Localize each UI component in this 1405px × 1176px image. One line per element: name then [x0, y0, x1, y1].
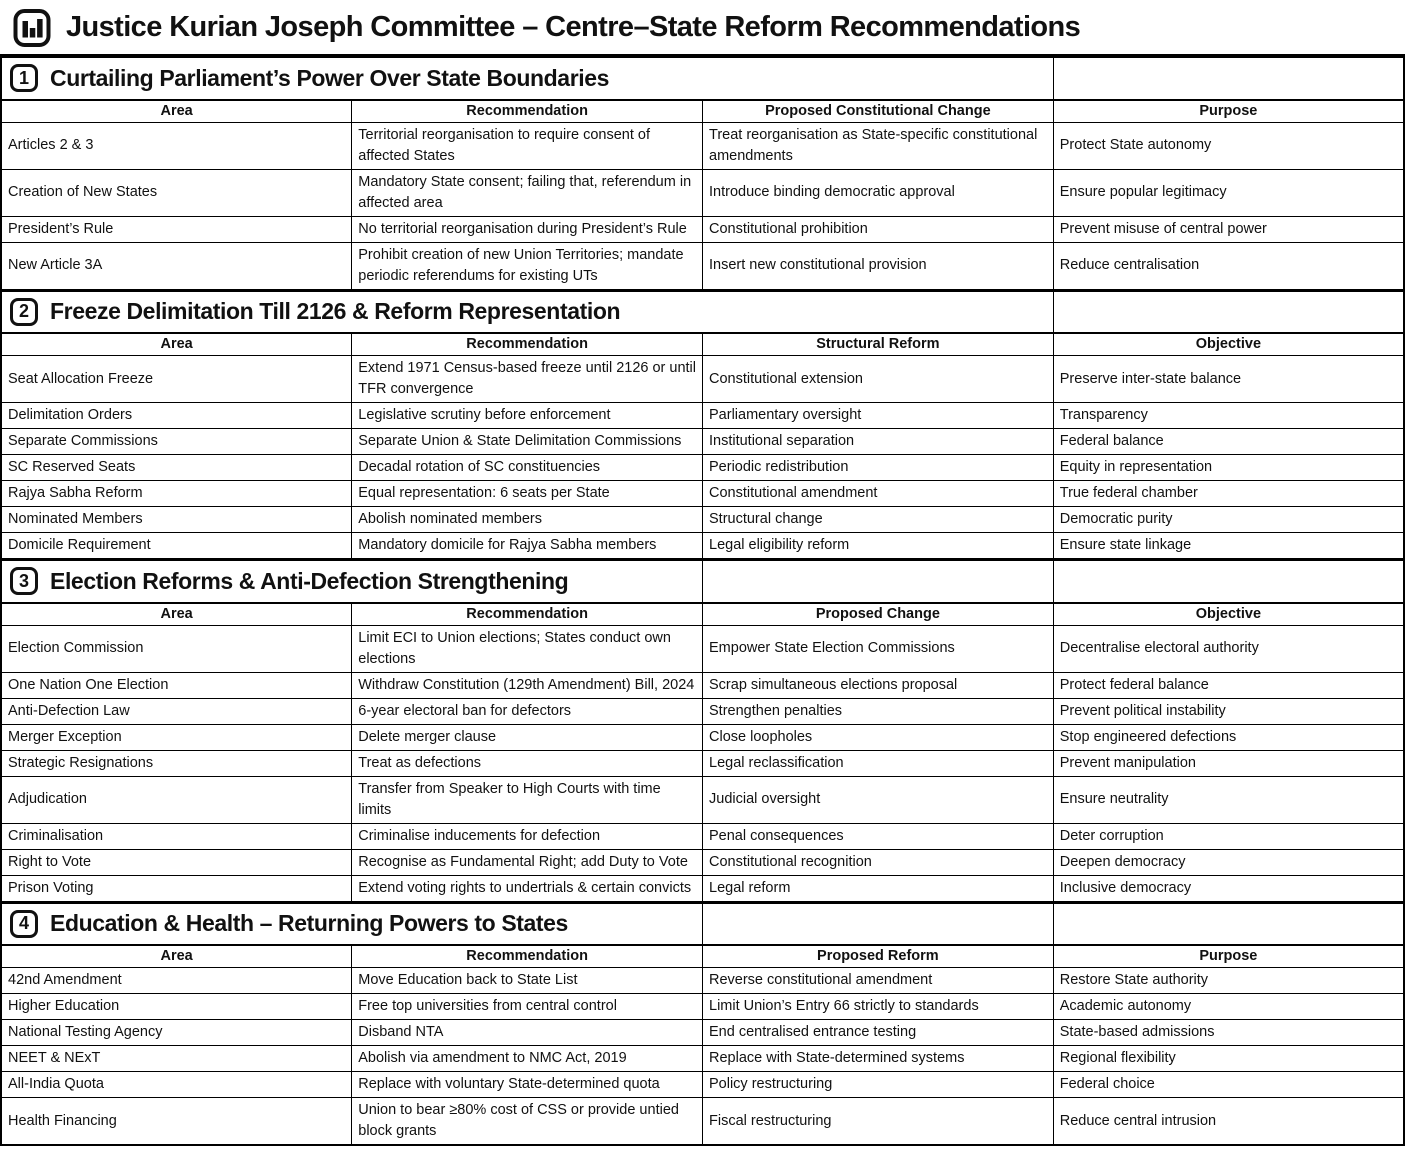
table-row: [1, 169, 1404, 216]
table-cell: Reverse constitutional amendment: [703, 968, 1054, 994]
table-cell: Delete merger clause: [352, 724, 703, 750]
column-header: Area: [1, 603, 352, 626]
table-cell: Preserve inter-state balance: [1053, 356, 1404, 403]
section-heading-empty-cell: [703, 903, 1054, 945]
table-cell: Disband NTA: [352, 1020, 703, 1046]
table-row: [1, 1046, 1404, 1072]
table-cell: Replace with State-determined systems: [703, 1046, 1054, 1072]
section-heading-empty-cell: [703, 561, 1054, 603]
table-cell: Democratic purity: [1053, 507, 1404, 533]
table-cell: Constitutional amendment: [703, 481, 1054, 507]
section-heading-row: [1, 291, 1404, 333]
table-cell: Criminalisation: [1, 823, 352, 849]
column-header: Area: [1, 100, 352, 123]
section-table: [0, 57, 1405, 291]
table-cell: National Testing Agency: [1, 1020, 352, 1046]
table-row: [1, 724, 1404, 750]
table-cell: Protect federal balance: [1053, 672, 1404, 698]
table-cell: One Nation One Election: [1, 672, 352, 698]
section-title: Education & Health – Returning Powers to States: [50, 910, 568, 937]
column-header: Proposed Constitutional Change: [703, 100, 1054, 123]
table-cell: Parliamentary oversight: [703, 403, 1054, 429]
table-cell: NEET & NExT: [1, 1046, 352, 1072]
section-heading-row: [1, 561, 1404, 603]
column-header: Recommendation: [352, 945, 703, 968]
table-row: [1, 122, 1404, 169]
table-cell: Territorial reorganisation to require consent of affected States: [352, 122, 703, 169]
section-heading-row: [1, 58, 1404, 100]
table-cell: All-India Quota: [1, 1072, 352, 1098]
table-cell: Inclusive democracy: [1053, 875, 1404, 902]
table-cell: Fiscal restructuring: [703, 1098, 1054, 1146]
table-cell: Health Financing: [1, 1098, 352, 1146]
table-row: [1, 429, 1404, 455]
column-header: Objective: [1053, 603, 1404, 626]
table-cell: Merger Exception: [1, 724, 352, 750]
section-heading-cell: [1, 291, 1053, 333]
table-cell: Separate Union & State Delimitation Commissions: [352, 429, 703, 455]
table-cell: Transparency: [1053, 403, 1404, 429]
section-heading-cell: [1, 561, 703, 603]
section-heading-empty-cell: [1053, 291, 1404, 333]
table-cell: Deepen democracy: [1053, 849, 1404, 875]
table-cell: Withdraw Constitution (129th Amendment) Bill, 2024: [352, 672, 703, 698]
table-cell: No territorial reorganisation during President’s Rule: [352, 216, 703, 242]
table-cell: Mandatory domicile for Rajya Sabha members: [352, 533, 703, 560]
table-row: [1, 1072, 1404, 1098]
table-cell: Nominated Members: [1, 507, 352, 533]
table-cell: SC Reserved Seats: [1, 455, 352, 481]
table-cell: Articles 2 & 3: [1, 122, 352, 169]
column-header-row: [1, 603, 1404, 626]
column-header-row: [1, 100, 1404, 123]
section-table: [0, 903, 1405, 1147]
table-cell: Equity in representation: [1053, 455, 1404, 481]
table-cell: Federal balance: [1053, 429, 1404, 455]
section-heading-cell: [1, 58, 1053, 100]
table-cell: Ensure popular legitimacy: [1053, 169, 1404, 216]
table-cell: Rajya Sabha Reform: [1, 481, 352, 507]
table-cell: Legal reclassification: [703, 750, 1054, 776]
table-cell: Abolish via amendment to NMC Act, 2019: [352, 1046, 703, 1072]
column-header: Proposed Reform: [703, 945, 1054, 968]
table-cell: Seat Allocation Freeze: [1, 356, 352, 403]
table-cell: Limit Union’s Entry 66 strictly to standards: [703, 994, 1054, 1020]
table-cell: Separate Commissions: [1, 429, 352, 455]
table-cell: Prevent political instability: [1053, 698, 1404, 724]
column-header: Area: [1, 333, 352, 356]
table-row: [1, 776, 1404, 823]
table-cell: Periodic redistribution: [703, 455, 1054, 481]
section-table: [0, 560, 1405, 903]
table-cell: Protect State autonomy: [1053, 122, 1404, 169]
table-cell: Ensure state linkage: [1053, 533, 1404, 560]
table-cell: 6-year electoral ban for defectors: [352, 698, 703, 724]
table-cell: Treat reorganisation as State-specific constitutional amendments: [703, 122, 1054, 169]
section-title: Election Reforms & Anti-Defection Strengthening: [50, 567, 569, 594]
table-cell: True federal chamber: [1053, 481, 1404, 507]
section-table: [0, 291, 1405, 561]
section-title: Freeze Delimitation Till 2126 & Reform Representation: [50, 298, 621, 325]
table-cell: End centralised entrance testing: [703, 1020, 1054, 1046]
table-row: [1, 823, 1404, 849]
section-number-badge: 3: [10, 567, 38, 595]
column-header-row: [1, 333, 1404, 356]
table-cell: Extend 1971 Census-based freeze until 2126 or until TFR convergence: [352, 356, 703, 403]
table-cell: Policy restructuring: [703, 1072, 1054, 1098]
column-header: Purpose: [1053, 100, 1404, 123]
table-cell: Transfer from Speaker to High Courts with time limits: [352, 776, 703, 823]
table-cell: Prohibit creation of new Union Territories; mandate periodic referendums for existing UTs: [352, 242, 703, 290]
table-cell: Insert new constitutional provision: [703, 242, 1054, 290]
section-heading-empty-cell: [1053, 903, 1404, 945]
table-cell: Criminalise inducements for defection: [352, 823, 703, 849]
table-cell: Close loopholes: [703, 724, 1054, 750]
table-cell: Reduce central intrusion: [1053, 1098, 1404, 1146]
table-cell: Structural change: [703, 507, 1054, 533]
table-cell: Recognise as Fundamental Right; add Duty to Vote: [352, 849, 703, 875]
table-cell: Domicile Requirement: [1, 533, 352, 560]
table-row: [1, 216, 1404, 242]
table-cell: Delimitation Orders: [1, 403, 352, 429]
table-cell: 42nd Amendment: [1, 968, 352, 994]
table-row: [1, 356, 1404, 403]
table-row: [1, 968, 1404, 994]
table-row: [1, 750, 1404, 776]
section-number-badge: 4: [10, 910, 38, 938]
table-cell: Treat as defections: [352, 750, 703, 776]
table-cell: Extend voting rights to undertrials & certain convicts: [352, 875, 703, 902]
table-cell: Creation of New States: [1, 169, 352, 216]
table-cell: Legislative scrutiny before enforcement: [352, 403, 703, 429]
page-title: Justice Kurian Joseph Committee – Centre–State Reform Recommendations: [66, 11, 1081, 43]
table-cell: Anti-Defection Law: [1, 698, 352, 724]
column-header: Proposed Change: [703, 603, 1054, 626]
table-cell: Move Education back to State List: [352, 968, 703, 994]
table-cell: Deter corruption: [1053, 823, 1404, 849]
section-heading-row: [1, 903, 1404, 945]
table-cell: Academic autonomy: [1053, 994, 1404, 1020]
section-number-badge: 1: [10, 64, 38, 92]
table-cell: Stop engineered defections: [1053, 724, 1404, 750]
table-cell: Constitutional recognition: [703, 849, 1054, 875]
table-row: [1, 455, 1404, 481]
sections-container: [0, 57, 1405, 1146]
table-row: [1, 507, 1404, 533]
column-header: Objective: [1053, 333, 1404, 356]
table-row: [1, 481, 1404, 507]
table-row: [1, 242, 1404, 290]
table-cell: State-based admissions: [1053, 1020, 1404, 1046]
table-cell: Union to bear ≥80% cost of CSS or provide untied block grants: [352, 1098, 703, 1146]
table-cell: Replace with voluntary State-determined quota: [352, 1072, 703, 1098]
table-cell: Restore State authority: [1053, 968, 1404, 994]
table-row: [1, 625, 1404, 672]
table-cell: Higher Education: [1, 994, 352, 1020]
bar-chart-icon: [12, 8, 52, 48]
table-cell: Prevent misuse of central power: [1053, 216, 1404, 242]
table-cell: Empower State Election Commissions: [703, 625, 1054, 672]
table-cell: Federal choice: [1053, 1072, 1404, 1098]
table-cell: Regional flexibility: [1053, 1046, 1404, 1072]
table-cell: President’s Rule: [1, 216, 352, 242]
table-cell: Decentralise electoral authority: [1053, 625, 1404, 672]
table-cell: Introduce binding democratic approval: [703, 169, 1054, 216]
column-header: Area: [1, 945, 352, 968]
table-cell: Prison Voting: [1, 875, 352, 902]
table-cell: Judicial oversight: [703, 776, 1054, 823]
title-bar: [0, 0, 1405, 57]
table-cell: Constitutional prohibition: [703, 216, 1054, 242]
table-cell: Decadal rotation of SC constituencies: [352, 455, 703, 481]
section-title: Curtailing Parliament’s Power Over State Boundaries: [50, 64, 610, 91]
section-heading-cell: [1, 903, 703, 945]
section-heading-empty-cell: [1053, 58, 1404, 100]
table-cell: Equal representation: 6 seats per State: [352, 481, 703, 507]
section-number-badge: 2: [10, 298, 38, 326]
table-cell: Mandatory State consent; failing that, referendum in affected area: [352, 169, 703, 216]
table-row: [1, 403, 1404, 429]
table-cell: Ensure neutrality: [1053, 776, 1404, 823]
table-row: [1, 672, 1404, 698]
table-cell: Scrap simultaneous elections proposal: [703, 672, 1054, 698]
table-cell: Reduce centralisation: [1053, 242, 1404, 290]
table-cell: Strategic Resignations: [1, 750, 352, 776]
table-cell: Right to Vote: [1, 849, 352, 875]
table-cell: New Article 3A: [1, 242, 352, 290]
column-header: Recommendation: [352, 100, 703, 123]
column-header: Recommendation: [352, 603, 703, 626]
table-cell: Prevent manipulation: [1053, 750, 1404, 776]
table-cell: Legal eligibility reform: [703, 533, 1054, 560]
column-header-row: [1, 945, 1404, 968]
column-header: Purpose: [1053, 945, 1404, 968]
table-row: [1, 533, 1404, 560]
column-header: Structural Reform: [703, 333, 1054, 356]
table-row: [1, 849, 1404, 875]
table-cell: Election Commission: [1, 625, 352, 672]
table-row: [1, 875, 1404, 902]
table-row: [1, 1020, 1404, 1046]
table-row: [1, 698, 1404, 724]
table-row: [1, 994, 1404, 1020]
column-header: Recommendation: [352, 333, 703, 356]
table-cell: Free top universities from central control: [352, 994, 703, 1020]
table-cell: Adjudication: [1, 776, 352, 823]
table-row: [1, 1098, 1404, 1146]
table-cell: Abolish nominated members: [352, 507, 703, 533]
table-cell: Limit ECI to Union elections; States conduct own elections: [352, 625, 703, 672]
table-cell: Legal reform: [703, 875, 1054, 902]
section-heading-empty-cell: [1053, 561, 1404, 603]
table-cell: Constitutional extension: [703, 356, 1054, 403]
table-cell: Strengthen penalties: [703, 698, 1054, 724]
table-cell: Institutional separation: [703, 429, 1054, 455]
table-cell: Penal consequences: [703, 823, 1054, 849]
